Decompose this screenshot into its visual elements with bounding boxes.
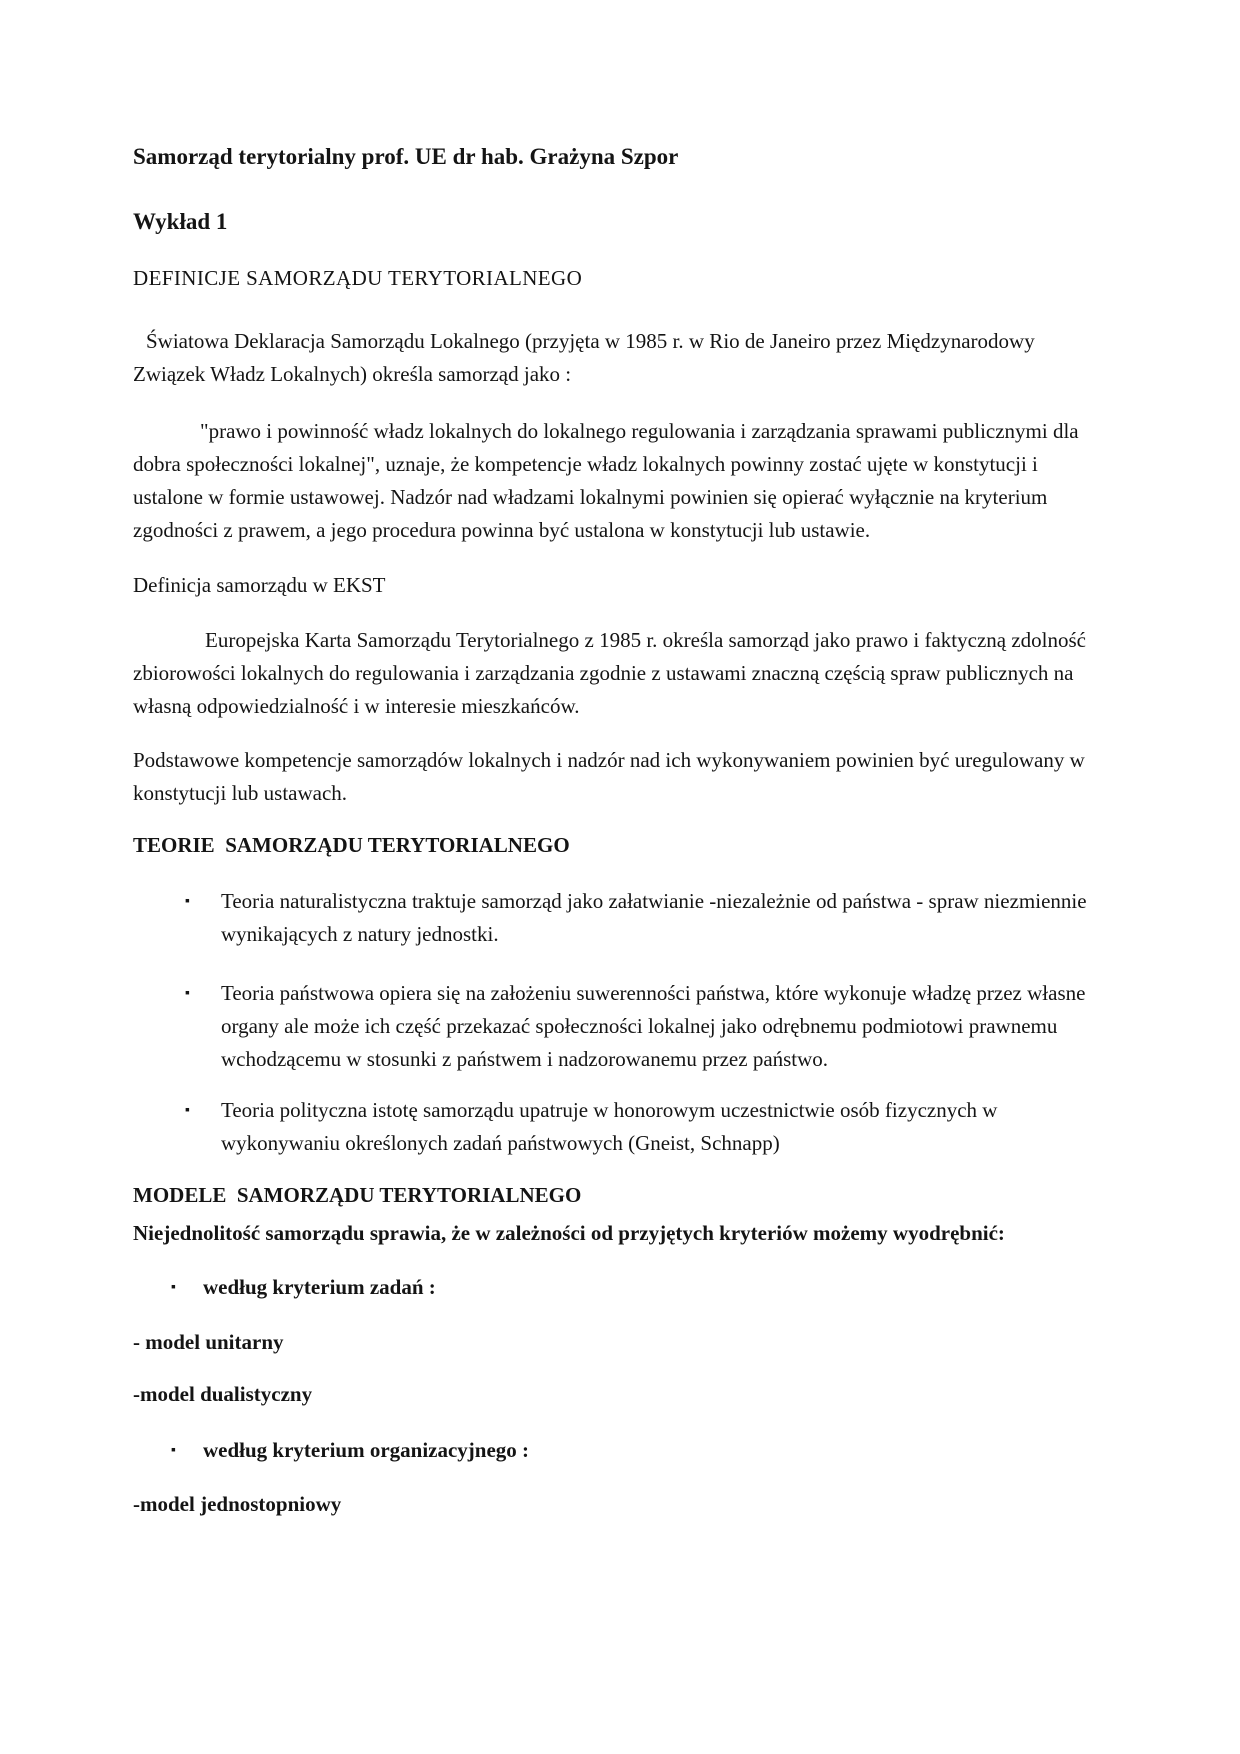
models-section-heading: MODELE SAMORZĄDU TERYTORIALNEGO: [133, 1183, 582, 1207]
definitions-section-heading: DEFINICJE SAMORZĄDU TERYTORIALNEGO: [133, 266, 583, 290]
paragraph-declaration-quote: "prawo i powinność władz lokalnych do lokalnego regulowania i zarządzania sprawami publicznymi dla dobra społeczności lokalnej", uznaje, że kompetencje władz lokalnych powinny zostać ujęte w konstytucji i ustalone w formie ustawowej. Nadzór nad władzami lokalnymi powinien się opierać wyłącznie na kryterium zgodności z prawem, a jego procedura powinna być ustalona w konstytucji lub ustawie.: [133, 419, 1079, 542]
criterion-label: według kryterium organizacyjnego :: [203, 1438, 530, 1462]
bullet-square-icon: ▪: [171, 1280, 176, 1295]
theory-list-item-naturalistic: [133, 885, 1110, 951]
theory-item-text: Teoria polityczna istotę samorządu upatruje w honorowym uczestnictwie osób fizycznych w wykonywaniu określonych zadań państwowych (Gneist, Schnapp): [221, 1098, 998, 1155]
model-line-dualistic: -model dualistyczny: [133, 1382, 313, 1406]
model-line-unitary: - model unitarny: [133, 1330, 284, 1354]
bullet-square-icon: ▪: [185, 986, 190, 1001]
lecture-heading: Wykład 1: [133, 209, 228, 234]
criterion-tasks-item: [133, 1271, 1110, 1304]
paragraph-world-declaration: Światowa Deklaracja Samorządu Lokalnego (przyjęta w 1985 r. w Rio de Janeiro przez Międzynarodowy Związek Władz Lokalnych) określa samorząd jako :: [133, 329, 1035, 386]
theory-list-item-political: [133, 1094, 1110, 1160]
theories-section-heading: TEORIE SAMORZĄDU TERYTORIALNEGO: [133, 833, 570, 857]
criterion-organizational-item: [133, 1434, 1110, 1467]
paragraph-ekst-label: Definicja samorządu w EKST: [133, 573, 386, 597]
models-intro: Niejednolitość samorządu sprawia, że w zależności od przyjętych kryteriów możemy wyodrębnić:: [133, 1221, 1005, 1245]
theory-item-text: Teoria naturalistyczna traktuje samorząd jako załatwianie -niezależnie od państwa - spraw niezmiennie wynikających z natury jednostki.: [221, 889, 1087, 946]
paragraph-ekst-definition: Europejska Karta Samorządu Terytorialnego z 1985 r. określa samorząd jako prawo i faktyczną zdolność zbiorowości lokalnych do regulowania i zarządzania zgodnie z ustawami znaczną częścią spraw publicznych na własną odpowiedzialność i w interesie mieszkańców.: [133, 628, 1086, 718]
theory-list-item-state: [133, 977, 1110, 1076]
model-line-single-tier: -model jednostopniowy: [133, 1492, 342, 1516]
theory-item-text: Teoria państwowa opiera się na założeniu suwerenności państwa, które wykonuje władzę przez własne organy ale może ich część przekazać społeczności lokalnej jako odrębnemu podmiotowi prawnemu wchodzącemu w stosunki z państwem i nadzorowanemu przez państwo.: [221, 981, 1086, 1071]
bullet-square-icon: ▪: [185, 1103, 190, 1118]
bullet-square-icon: ▪: [171, 1443, 176, 1458]
document-title: Samorząd terytorialny prof. UE dr hab. Grażyna Szpor: [133, 144, 679, 169]
criterion-label: według kryterium zadań :: [203, 1275, 436, 1299]
bullet-square-icon: ▪: [185, 894, 190, 909]
paragraph-competences: Podstawowe kompetencje samorządów lokalnych i nadzór nad ich wykonywaniem powinien być uregulowany w konstytucji lub ustawach.: [133, 748, 1085, 805]
